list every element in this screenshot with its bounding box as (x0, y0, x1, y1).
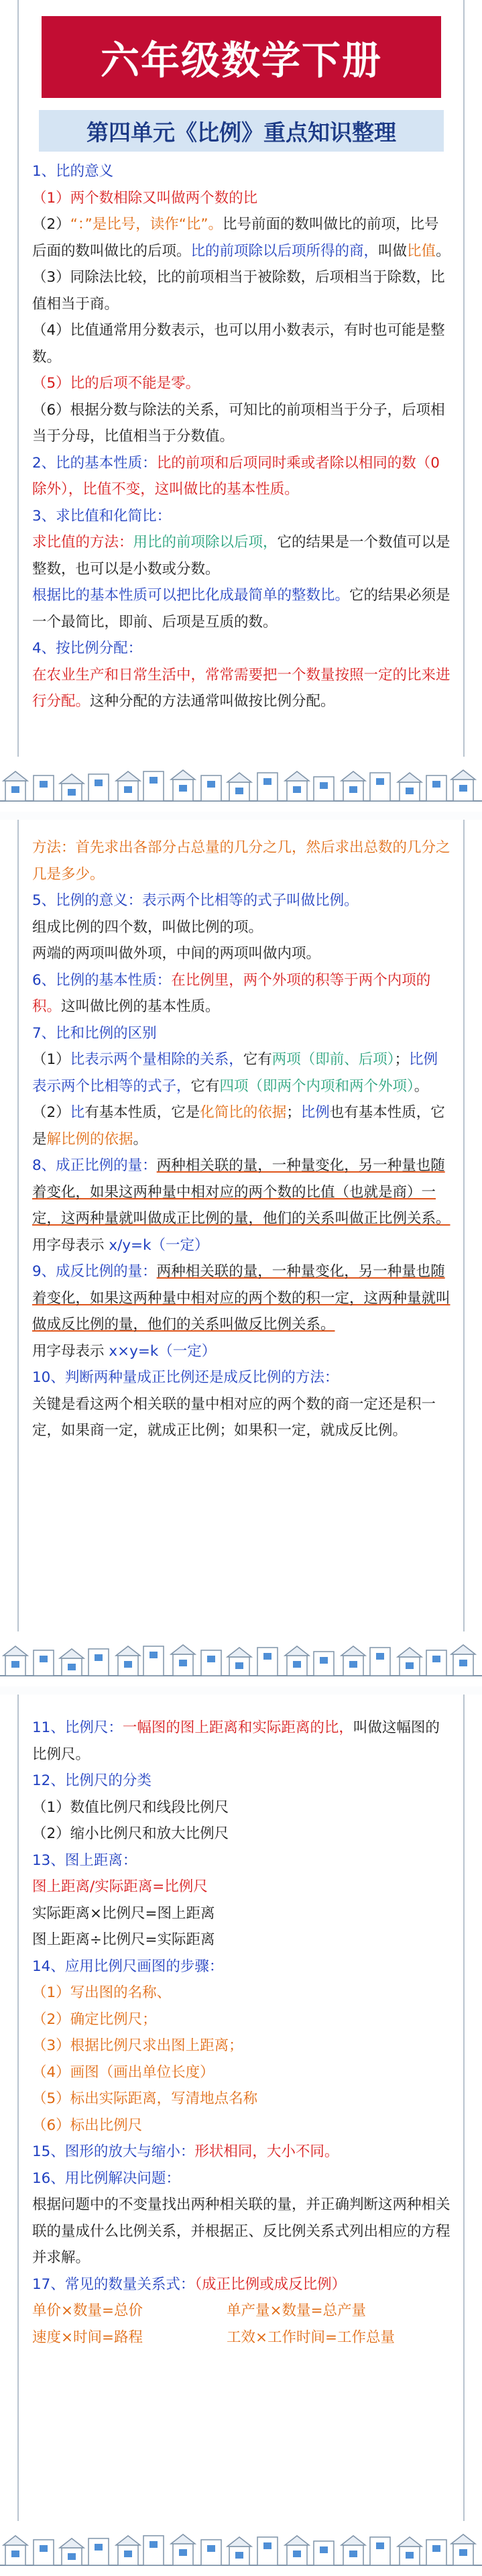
text-span: 11、比例尺： (32, 1719, 123, 1736)
paragraph: （4）比值通常用分数表示，也可以用小数表示，有时也可能是整数。 (32, 322, 445, 366)
house-icon (143, 1646, 164, 1676)
text-span: 比值 (407, 242, 436, 260)
text-span: 它的结果必须是一个最简比，即前、后项是互质的数。 (32, 587, 450, 631)
text-span: 比 (70, 1104, 85, 1121)
house-icon (451, 1645, 475, 1676)
text-span: 叫做这幅图的比例尺。 (32, 1719, 440, 1763)
text-span: （成正比例或成反比例） (194, 2275, 347, 2293)
house-icon (227, 1648, 251, 1676)
paragraph (32, 1099, 450, 1152)
house-icon (285, 771, 309, 801)
house-icon (451, 770, 475, 801)
text-span: 叫做 (378, 242, 408, 260)
text-span: 工效×工作时间=工作总量 (227, 2328, 396, 2346)
house-icon (34, 1650, 54, 1676)
house-icon (398, 2537, 422, 2565)
house-icon (341, 1646, 365, 1676)
house-icon (426, 775, 446, 801)
house-icon (341, 771, 365, 801)
house-icon (285, 1646, 309, 1676)
text-span: 比号前面的数叫做比的前项，比号后面的数叫做比的后项。 (32, 216, 439, 260)
paragraph: （2）缩小比例尺和放大比例尺 (32, 1825, 229, 1842)
paragraph: 组成比例的四个数，叫做比例的项。 (32, 918, 263, 936)
text-span: 有基本性质，它是 (84, 1104, 200, 1121)
house-icon (171, 1645, 195, 1676)
content-block-3 (32, 1715, 450, 2351)
text-span: 6、比例的基本性质： (32, 971, 172, 989)
text-span: 在比例里，两个外项的积等于两个内项的积。 (32, 971, 431, 1015)
section-heading-1: 1、比的意义 (32, 163, 114, 180)
text-span: 化简比的依据 (200, 1104, 287, 1121)
text-span: 比例表示两个比相等的式子， (32, 1051, 438, 1095)
section-heading-8 (32, 1152, 450, 1232)
paragraph: （1）两个数相除又叫做两个数的比 (32, 189, 258, 207)
section-heading-2 (32, 450, 450, 503)
paragraph: 关键是看这两个相关联的量中相对应的两个数的商一定还是积一定，如果商一定，就成正比例；如果积一定，就成反比例。 (32, 1395, 436, 1439)
paragraph (32, 529, 450, 582)
text-span: 求比值的方法： (32, 534, 133, 551)
text-span: （2） (32, 1104, 70, 1121)
paragraph: （3）同除法比较，比的前项相当于被除数，后项相当于除数，比值相当于商。 (32, 269, 445, 313)
text-span: 速度×时间=路程 (32, 2328, 143, 2346)
text-span: ； (394, 1051, 409, 1068)
content-block-1 (32, 158, 450, 715)
paragraph (32, 211, 450, 264)
text-span: 两种相关联的量，一种量变化，另一种量也随着变化，如果这两种量中相对应的两个数的积一定，这两种量就叫做成反比例的量，他们的关系叫做反比例关系。 (32, 1263, 450, 1333)
house-icon (60, 774, 84, 801)
section-heading-14: 14、应用比例尺画图的步骤： (32, 1957, 224, 1975)
text-span: 15、图形的放大与缩小： (32, 2143, 195, 2160)
text-span: 比例 (300, 1104, 330, 1121)
house-icon (201, 1650, 221, 1676)
formula: 实际距离×比例尺=图上距离 (32, 1904, 215, 1922)
house-icon (370, 773, 390, 801)
house-icon (88, 1649, 109, 1676)
house-icon (398, 1648, 422, 1676)
house-icon (171, 770, 195, 801)
text-span: （1） (32, 1051, 70, 1068)
text-span: 。 (414, 1077, 429, 1095)
text-span: 。 (133, 1130, 148, 1148)
text-span: 形状相同，大小不同。 (194, 2143, 339, 2160)
page-1 (0, 0, 482, 812)
text-span: 根据比的基本性质可以把比化成最简单的整数比。 (32, 587, 350, 604)
paragraph: （6）根据分数与除法的关系，可知比的前项相当于分子，后项相当于分母，比值相当于分数值。 (32, 401, 445, 445)
text-span: 四项（即两个内项和两个外项） (219, 1077, 414, 1095)
text-span: 方法： (32, 839, 76, 856)
house-icon (257, 773, 278, 801)
house-icon (257, 1648, 278, 1676)
paragraph: （5）比的后项不能是零。 (32, 375, 200, 392)
page-title: 六年级数学下册 (42, 16, 441, 98)
paragraph (32, 835, 450, 888)
text-span: 17、常见的数量关系式： (32, 2275, 195, 2293)
text-span: 单价×数量=总价 (32, 2302, 143, 2319)
house-icon (314, 777, 334, 801)
section-heading-17 (32, 2271, 450, 2298)
unit-subtitle: 第四单元《比例》重点知识整理 (39, 110, 444, 152)
house-icon (3, 2536, 27, 2565)
text-span: （2） (32, 216, 70, 233)
formula: 图上距离/实际距离=比例尺 (32, 1878, 208, 1895)
house-icon (398, 773, 422, 801)
formula (32, 1338, 450, 1365)
text-span: 用比的前项除以后项， (133, 534, 278, 551)
text-span: 解比例的依据 (46, 1130, 133, 1148)
list-item: （2）确定比例尺； (32, 2010, 157, 2028)
house-icon (285, 2536, 309, 2565)
formula-row (32, 2324, 450, 2351)
house-icon (3, 771, 27, 801)
text-span: 它的结果是一个数值可以是整数，也可以是小数或分数。 (32, 534, 450, 578)
section-heading-10: 10、判断两种量成正比例还是成反比例的方法： (32, 1369, 339, 1386)
house-icon (88, 2538, 109, 2565)
section-heading-5: 5、比例的意义：表示两个比相等的式子叫做比例。 (32, 892, 359, 909)
list-item: （1）写出图的名称、 (32, 1984, 172, 2001)
house-icon (314, 2541, 334, 2565)
paragraph (32, 1046, 450, 1099)
text-span: x×y=k（一定） (109, 1342, 217, 1360)
house-icon (314, 1652, 334, 1676)
text-span: 两项（即前、后项） (272, 1051, 395, 1068)
paragraph: （1）数值比例尺和线段比例尺 (32, 1799, 229, 1816)
house-icon (60, 2538, 84, 2565)
text-span: 也有基本性质，它是 (32, 1104, 445, 1148)
house-icon (88, 774, 109, 801)
house-icon (116, 1646, 140, 1676)
text-span: ； (286, 1104, 301, 1121)
section-heading-7: 7、比和比例的区别 (32, 1024, 157, 1042)
house-icon (201, 2540, 221, 2565)
house-icon (201, 775, 221, 801)
text-span: 。 (436, 242, 450, 260)
text-span: 2、比的基本性质： (32, 454, 157, 472)
paragraph (32, 662, 450, 715)
text-span: 比的前项除以后项所得的商， (190, 242, 379, 260)
formula-row (32, 2298, 450, 2324)
section-heading-12: 12、比例尺的分类 (32, 1772, 152, 1789)
house-icon (60, 1649, 84, 1676)
house-icon (426, 2540, 446, 2565)
house-icon (143, 2536, 164, 2565)
section-heading-13: 13、图上距离： (32, 1851, 137, 1869)
page-2 (0, 820, 482, 1686)
house-icon (227, 2537, 251, 2565)
text-span: 这种分配的方法通常叫做按比例分配。 (90, 693, 335, 710)
house-icon (3, 1646, 27, 1676)
house-icon (34, 775, 54, 801)
house-icon (34, 2540, 54, 2565)
text-span: 9、成反比例的量： (32, 1263, 157, 1280)
text-span: 比的前项和后项同时乘或者除以相同的数（0除外），比值不变，这叫做比的基本性质。 (32, 454, 440, 498)
list-item: （4）画图（画出单位长度） (32, 2063, 215, 2081)
text-span: “：”是比号，读作“比”。 (70, 216, 223, 233)
section-heading-16: 16、用比例解决问题： (32, 2169, 180, 2187)
text-span: 首先求出各部分占总量的几分之几，然后求出总数的几分之几是多少。 (32, 839, 450, 883)
text-span: x/y=k（一定） (109, 1236, 209, 1254)
house-icon (143, 771, 164, 801)
house-icon (370, 2537, 390, 2565)
text-span: 比表示两个量相除的关系， (70, 1051, 243, 1068)
house-icon (426, 1650, 446, 1676)
section-heading-11 (32, 1715, 450, 1768)
house-icon (370, 1648, 390, 1676)
section-heading-6 (32, 967, 450, 1020)
house-icon (451, 2534, 475, 2565)
house-icon (116, 2536, 140, 2565)
house-icon (116, 771, 140, 801)
text-span: 这叫做比例的基本性质。 (61, 998, 220, 1015)
text-span: 8、成正比例的量： (32, 1157, 157, 1174)
text-span: 两种相关联的量，一种量变化，另一种量也随着变化，如果这两种量中相对应的两个数的比值（也就是商）一定，这两种量就叫做成正比例的量，他们的关系叫做正比例关系。 (32, 1157, 450, 1227)
content-block-2 (32, 835, 450, 1444)
page-3 (0, 1695, 482, 2576)
text-span: 用字母表示 (32, 1236, 105, 1254)
list-item: （6）标出比例尺 (32, 2116, 143, 2134)
house-icon (257, 2537, 278, 2565)
text-span: 一幅图的图上距离和实际距离的比， (122, 1719, 353, 1736)
house-icon (171, 2534, 195, 2565)
house-icon (341, 2536, 365, 2565)
house-border-decoration (0, 1631, 482, 1686)
paragraph: 两端的两项叫做外项，中间的两项叫做内项。 (32, 945, 321, 962)
paragraph (32, 582, 450, 635)
list-item: （3）根据比例尺求出图上距离； (32, 2037, 243, 2054)
formula: 图上距离÷比例尺=实际距离 (32, 1931, 215, 1948)
text-span: 用字母表示 (32, 1342, 105, 1360)
formula (32, 1232, 450, 1259)
house-border-decoration (0, 2521, 482, 2576)
text-span: 它有 (243, 1051, 272, 1068)
section-heading-9 (32, 1258, 450, 1338)
section-heading-3: 3、求比值和化简比： (32, 507, 172, 525)
text-span: 单产量×数量=总产量 (227, 2302, 367, 2319)
house-icon (227, 773, 251, 801)
text-span: 它有 (190, 1077, 220, 1095)
list-item: （5）标出实际距离，写清地点名称 (32, 2090, 258, 2107)
section-heading-4: 4、按比例分配： (32, 640, 143, 657)
text-span: 在农业生产和日常生活中，常常需要把一个数量按照一定的比来进行分配。 (32, 666, 450, 710)
house-border-decoration (0, 757, 482, 812)
section-heading-15 (32, 2139, 450, 2165)
paragraph: 根据问题中的不变量找出两种相关联的量，并正确判断这两种相关联的量成什么比例关系，并根据正、反比例关系式列出相应的方程并求解。 (32, 2196, 450, 2266)
